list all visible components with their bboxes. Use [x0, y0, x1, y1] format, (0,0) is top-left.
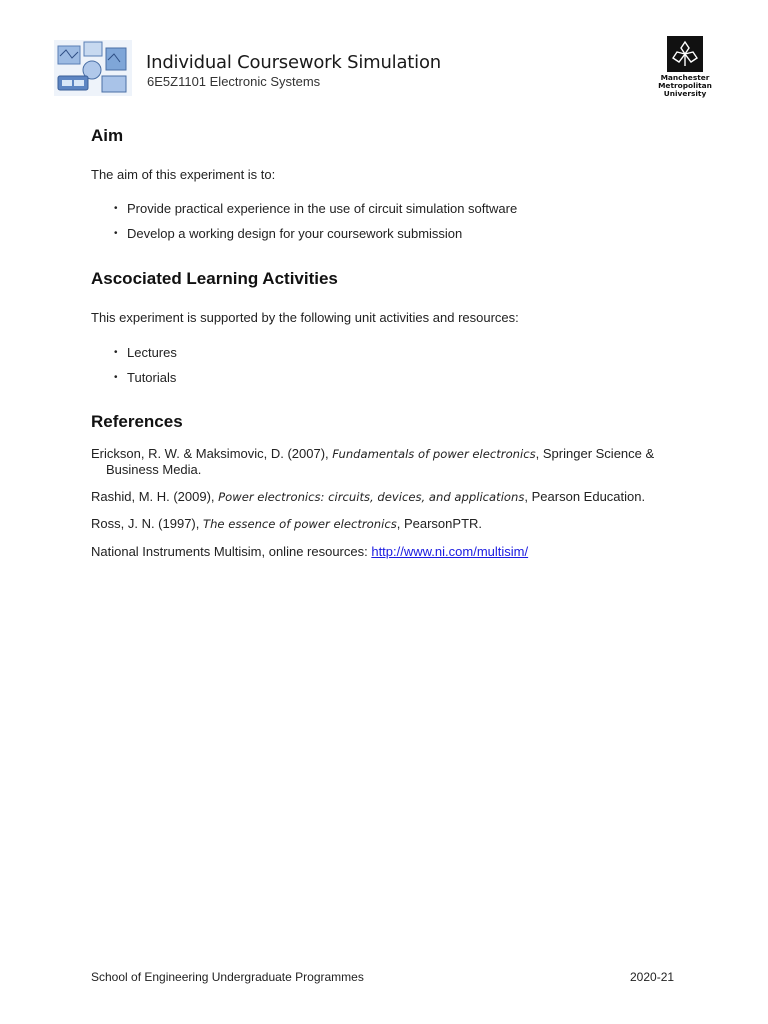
list-item: • Provide practical experience in the use of circuit simulation software	[114, 201, 517, 226]
page-subtitle: 6E5Z1101 Electronic Systems	[147, 74, 321, 89]
header-illustration	[54, 40, 132, 96]
reference-item: National Instruments Multisim, online resources: http://www.ni.com/multisim/	[91, 544, 529, 559]
logo-line: Metropolitan	[658, 81, 712, 90]
aim-list	[114, 201, 517, 251]
learning-heading: Ascociated Learning Activities	[91, 269, 338, 288]
list-item: • Develop a working design for your coursework submission	[114, 226, 517, 251]
references-heading: References	[91, 412, 183, 431]
footer-programme: School of Engineering Undergraduate Programmes	[91, 970, 364, 984]
reference-item: Rashid, M. H. (2009), Power electronics: circuits, devices, and applications, Pearson Education.	[91, 489, 646, 504]
aim-heading: Aim	[91, 126, 124, 145]
logo-line: Manchester	[660, 73, 710, 82]
university-logo	[654, 36, 716, 98]
multisim-link[interactable]: http://www.ni.com/multisim/	[371, 544, 529, 559]
learning-list	[114, 345, 177, 395]
page-title: Individual Coursework Simulation	[146, 52, 441, 73]
learning-intro: This experiment is supported by the following unit activities and resources:	[91, 310, 519, 325]
logo-line: University	[663, 89, 707, 98]
reference-item: Erickson, R. W. & Maksimovic, D. (2007), Fundamentals of power electronics, Springer Science & Business Media.	[91, 446, 655, 477]
logo-emblem-icon	[667, 36, 703, 72]
footer-year: 2020-21	[630, 970, 675, 984]
aim-intro: The aim of this experiment is to:	[91, 167, 276, 182]
list-item: • Lectures	[114, 345, 177, 370]
list-item: • Tutorials	[114, 370, 177, 395]
reference-item: Ross, J. N. (1997), The essence of power electronics, PearsonPTR.	[91, 516, 483, 531]
